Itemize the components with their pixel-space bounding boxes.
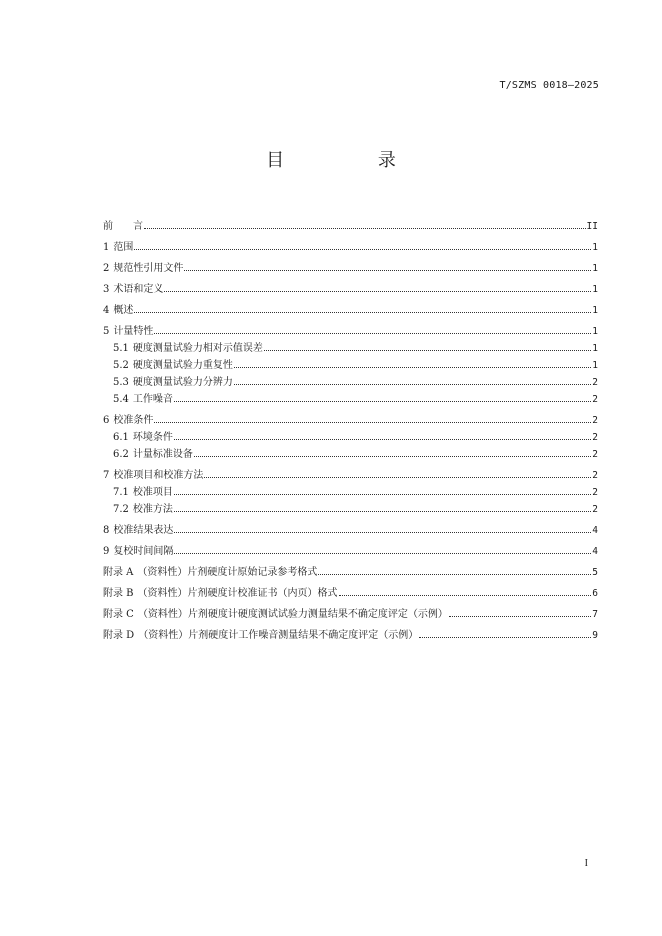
toc-leader-dots bbox=[134, 311, 591, 313]
toc-entry-label bbox=[113, 359, 233, 372]
toc-entry-text: 校准项目和校准方法 bbox=[113, 470, 204, 481]
toc-entry[interactable] bbox=[103, 304, 598, 317]
toc-page-number: 2 bbox=[592, 504, 598, 515]
toc-page-number: 2 bbox=[592, 449, 598, 460]
toc-leader-dots bbox=[174, 438, 591, 440]
toc-entry-text: （资料性）片剂硬度计硬度测试试验力测量结果不确定度评定（示例） bbox=[137, 609, 448, 620]
toc-entry-label bbox=[113, 376, 233, 389]
toc-leader-dots bbox=[134, 248, 591, 250]
toc-entry-label bbox=[113, 448, 193, 461]
toc-entry[interactable] bbox=[103, 566, 598, 579]
toc-entry[interactable] bbox=[103, 629, 598, 642]
toc-page-number: 7 bbox=[592, 609, 598, 620]
toc-entry-number: 6 bbox=[103, 415, 110, 426]
toc-entry-label bbox=[103, 262, 183, 275]
toc-leader-dots bbox=[234, 383, 591, 385]
page-title: 目 录 bbox=[266, 150, 440, 171]
toc-entry-label bbox=[103, 566, 317, 579]
toc-page-number: 2 bbox=[592, 377, 598, 388]
toc-entry[interactable] bbox=[103, 283, 598, 296]
page-number: I bbox=[584, 858, 588, 869]
toc-subentry[interactable] bbox=[103, 503, 598, 516]
toc-page-number: 1 bbox=[592, 360, 598, 371]
toc-subentry[interactable] bbox=[103, 342, 598, 355]
toc-entry-text: 计量标准设备 bbox=[132, 449, 193, 460]
toc-leader-dots bbox=[144, 227, 586, 229]
toc-leader-dots bbox=[184, 269, 591, 271]
toc-entry-text: 校准项目 bbox=[132, 487, 173, 498]
toc-entry-text: 术语和定义 bbox=[113, 284, 164, 295]
toc-entry-number: 3 bbox=[103, 284, 110, 295]
toc-page-number: 2 bbox=[592, 394, 598, 405]
toc-entry-number: 4 bbox=[103, 305, 110, 316]
toc-entry-text: 概述 bbox=[113, 305, 134, 316]
toc-entry-number: 5.1 bbox=[113, 343, 129, 354]
toc-entry-text: 硬度测量试验力分辨力 bbox=[132, 377, 233, 388]
toc-entry-label bbox=[103, 469, 203, 482]
toc-entry[interactable] bbox=[103, 262, 598, 275]
toc-page-number: 1 bbox=[592, 263, 598, 274]
toc-entry-label bbox=[103, 587, 338, 600]
toc-entry-number: 2 bbox=[103, 263, 110, 274]
table-of-contents bbox=[103, 220, 598, 642]
toc-entry-label bbox=[103, 241, 133, 254]
toc-leader-dots bbox=[154, 421, 591, 423]
toc-subentry[interactable] bbox=[103, 448, 598, 461]
toc-entry-label bbox=[113, 486, 173, 499]
toc-subentry[interactable] bbox=[103, 393, 598, 406]
toc-leader-dots bbox=[318, 573, 591, 575]
toc-entry-label bbox=[103, 608, 448, 621]
toc-entry-label bbox=[103, 524, 173, 537]
toc-page-number: 1 bbox=[592, 343, 598, 354]
toc-page-number: 4 bbox=[592, 525, 598, 536]
toc-entry-number: 7.2 bbox=[113, 504, 129, 515]
toc-subentry[interactable] bbox=[103, 376, 598, 389]
toc-entry-number: 附录 A bbox=[103, 567, 134, 578]
toc-entry-number: 5.4 bbox=[113, 394, 129, 405]
toc-page-number: 1 bbox=[592, 305, 598, 316]
toc-entry-label bbox=[103, 325, 153, 338]
toc-entry[interactable] bbox=[103, 241, 598, 254]
toc-entry-text: 规范性引用文件 bbox=[113, 263, 184, 274]
toc-leader-dots bbox=[204, 476, 591, 478]
toc-page-number: 9 bbox=[592, 630, 598, 641]
toc-subentry[interactable] bbox=[103, 431, 598, 444]
toc-page-number: 4 bbox=[592, 546, 598, 557]
toc-page-number: 2 bbox=[592, 487, 598, 498]
toc-page-number: 1 bbox=[592, 284, 598, 295]
toc-entry-label bbox=[103, 220, 143, 233]
toc-entry-text: 硬度测量试验力重复性 bbox=[132, 360, 233, 371]
toc-entry-text: 计量特性 bbox=[113, 326, 154, 337]
toc-leader-dots bbox=[174, 510, 591, 512]
toc-entry-text: 前 言 bbox=[103, 221, 143, 232]
toc-entry-label bbox=[103, 414, 153, 427]
toc-entry-label bbox=[113, 342, 263, 355]
toc-entry-number: 附录 C bbox=[103, 609, 134, 620]
toc-entry-number: 7 bbox=[103, 470, 110, 481]
toc-subentry[interactable] bbox=[103, 359, 598, 372]
toc-entry-number: 附录 B bbox=[103, 588, 134, 599]
toc-entry[interactable] bbox=[103, 587, 598, 600]
toc-leader-dots bbox=[449, 615, 591, 617]
toc-subentry[interactable] bbox=[103, 486, 598, 499]
toc-entry-label bbox=[103, 545, 173, 558]
toc-entry-text: （资料性）片剂硬度计校准证书（内页）格式 bbox=[137, 588, 338, 599]
toc-entry-text: 复校时间间隔 bbox=[113, 546, 174, 557]
toc-entry-number: 附录 D bbox=[103, 630, 135, 641]
toc-leader-dots bbox=[164, 290, 591, 292]
toc-entry-label bbox=[113, 393, 173, 406]
toc-entry-label bbox=[113, 431, 173, 444]
toc-entry-label bbox=[113, 503, 173, 516]
toc-entry-text: （资料性）片剂硬度计工作噪音测量结果不确定度评定（示例） bbox=[138, 630, 419, 641]
toc-entry[interactable] bbox=[103, 325, 598, 338]
toc-entry-text: 工作噪音 bbox=[132, 394, 173, 405]
toc-entry-number: 9 bbox=[103, 546, 110, 557]
toc-entry[interactable] bbox=[103, 469, 598, 482]
toc-page-number: 6 bbox=[592, 588, 598, 599]
toc-page-number: 1 bbox=[592, 326, 598, 337]
toc-entry[interactable] bbox=[103, 220, 598, 233]
toc-entry-label bbox=[103, 304, 133, 317]
toc-page-number: II bbox=[586, 221, 598, 232]
toc-page-number: 1 bbox=[592, 242, 598, 253]
toc-entry-label bbox=[103, 283, 163, 296]
toc-entry-text: 校准结果表达 bbox=[113, 525, 174, 536]
toc-entry-text: 环境条件 bbox=[132, 432, 173, 443]
toc-entry-number: 6.2 bbox=[113, 449, 129, 460]
toc-entry-text: 范围 bbox=[113, 242, 134, 253]
toc-leader-dots bbox=[419, 636, 591, 638]
toc-entry[interactable] bbox=[103, 414, 598, 427]
toc-entry-number: 5 bbox=[103, 326, 110, 337]
toc-entry-number: 5.2 bbox=[113, 360, 129, 371]
toc-entry-text: 校准方法 bbox=[132, 504, 173, 515]
toc-entry-label bbox=[103, 629, 418, 642]
toc-entry-text: 校准条件 bbox=[113, 415, 154, 426]
toc-leader-dots bbox=[154, 332, 591, 334]
toc-leader-dots bbox=[174, 400, 591, 402]
toc-entry-number: 6.1 bbox=[113, 432, 129, 443]
toc-leader-dots bbox=[174, 531, 591, 533]
toc-entry-number: 1 bbox=[103, 242, 110, 253]
toc-page-number: 2 bbox=[592, 415, 598, 426]
toc-entry-text: 硬度测量试验力相对示值误差 bbox=[132, 343, 263, 354]
toc-leader-dots bbox=[339, 594, 592, 596]
toc-entry[interactable] bbox=[103, 608, 598, 621]
document-code: T/SZMS 0018—2025 bbox=[499, 80, 599, 91]
toc-entry[interactable] bbox=[103, 524, 598, 537]
toc-leader-dots bbox=[234, 366, 591, 368]
toc-entry-number: 7.1 bbox=[113, 487, 129, 498]
toc-page-number: 5 bbox=[592, 567, 598, 578]
toc-page-number: 2 bbox=[592, 470, 598, 481]
toc-leader-dots bbox=[194, 455, 591, 457]
toc-leader-dots bbox=[264, 349, 591, 351]
toc-entry[interactable] bbox=[103, 545, 598, 558]
toc-leader-dots bbox=[174, 552, 591, 554]
toc-page-number: 2 bbox=[592, 432, 598, 443]
toc-entry-number: 5.3 bbox=[113, 377, 129, 388]
toc-entry-text: （资料性）片剂硬度计原始记录参考格式 bbox=[137, 567, 318, 578]
toc-leader-dots bbox=[174, 493, 591, 495]
toc-entry-number: 8 bbox=[103, 525, 110, 536]
